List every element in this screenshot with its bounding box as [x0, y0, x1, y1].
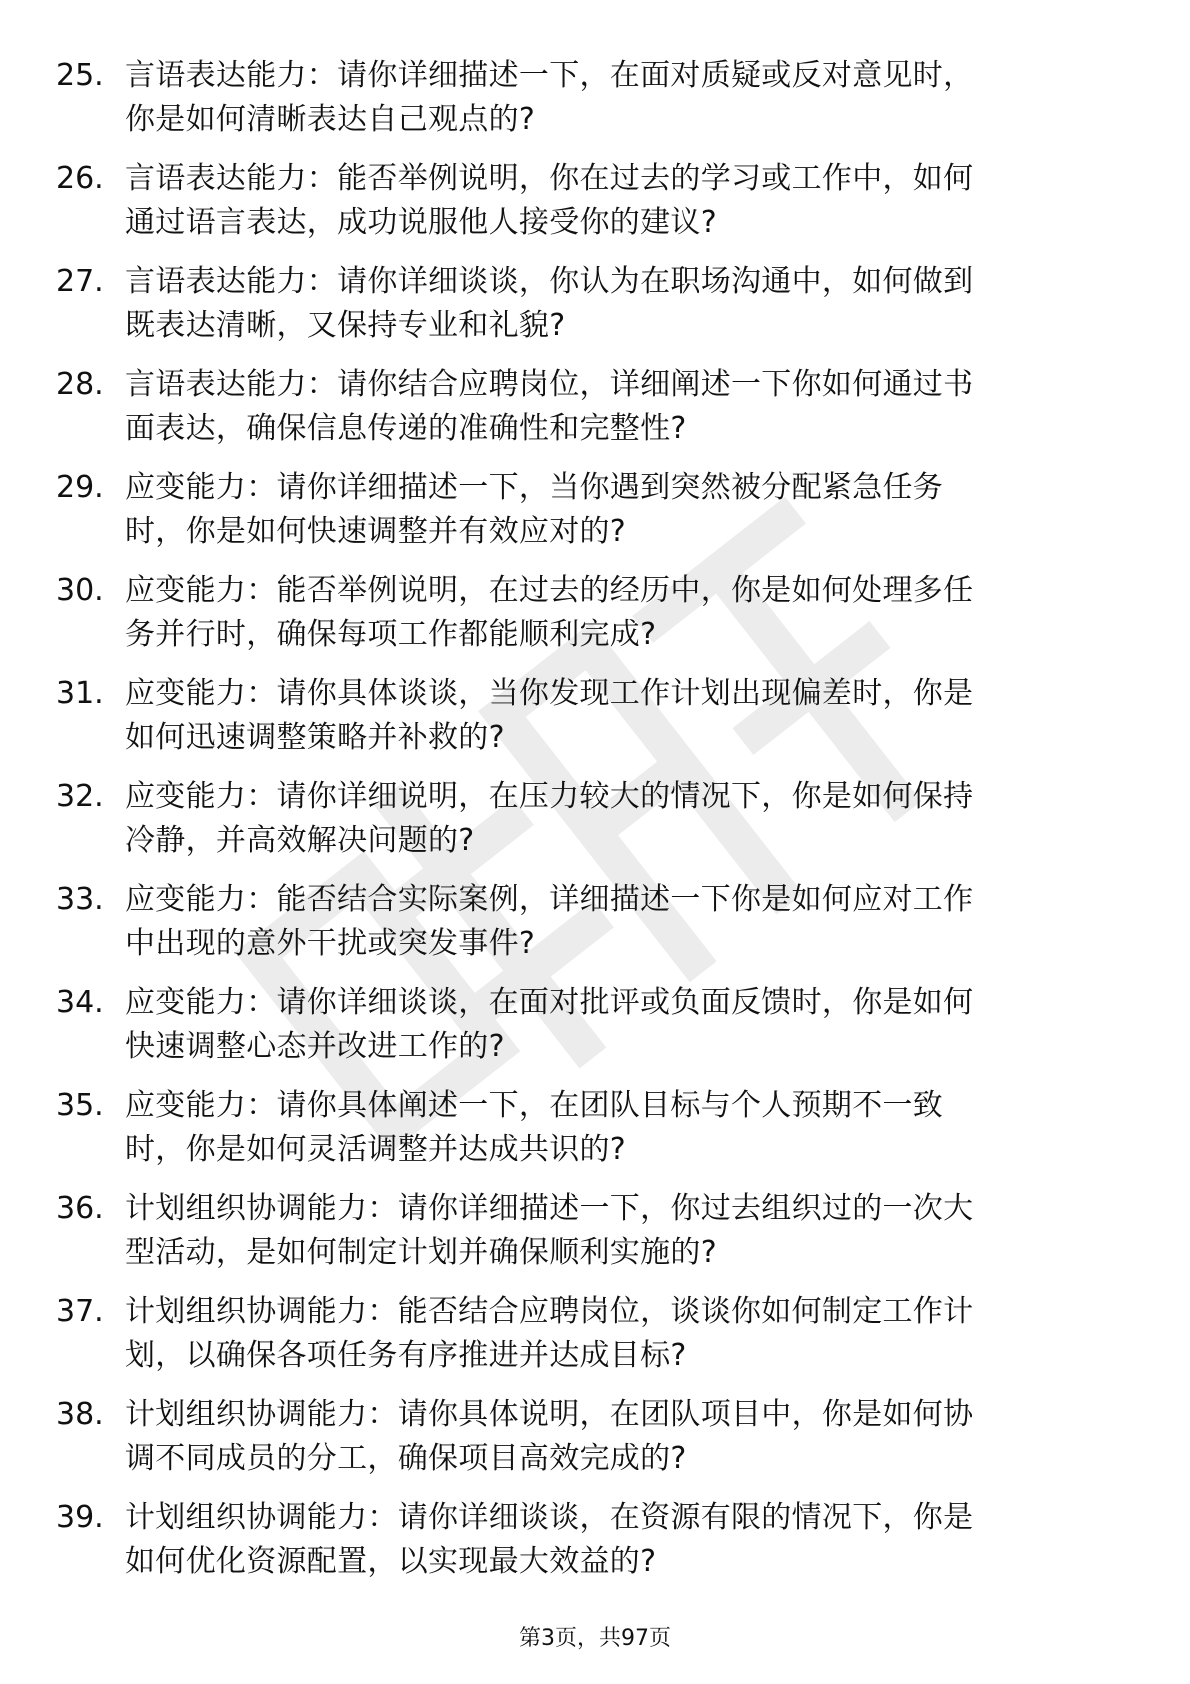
question-item [0, 662, 1190, 765]
question-text-line: 快速调整心态并改进工作的? [125, 1029, 505, 1064]
question-text [125, 1290, 1115, 1378]
page-number: 第3页，共97页 [519, 1626, 671, 1651]
question-text-line: 调不同成员的分工，确保项目高效完成的? [125, 1441, 687, 1476]
question-text [125, 1496, 1115, 1584]
question-text-line: 冷静，并高效解决问题的? [125, 823, 475, 858]
question-text-line: 应变能力：能否结合实际案例，详细描述一下你是如何应对工作 [125, 882, 974, 917]
question-text-line: 应变能力：请你详细谈谈，在面对批评或负面反馈时，你是如何 [125, 985, 974, 1020]
question-item [0, 147, 1190, 250]
question-item [0, 456, 1190, 559]
question-number: 37. [56, 1294, 104, 1329]
question-number: 35. [56, 1088, 104, 1123]
question-number: 33. [56, 882, 104, 917]
question-number: 29. [56, 470, 104, 505]
question-text-line: 你是如何清晰表达自己观点的? [125, 102, 536, 137]
question-item [0, 1177, 1190, 1280]
question-text [125, 672, 1115, 760]
question-text-line: 应变能力：请你具体阐述一下，在团队目标与个人预期不一致 [125, 1088, 944, 1123]
question-text-line: 型活动，是如何制定计划并确保顺利实施的? [125, 1235, 717, 1270]
question-text-line: 既表达清晰，又保持专业和礼貌? [125, 308, 566, 343]
question-item [0, 868, 1190, 971]
question-number: 26. [56, 161, 104, 196]
question-text [125, 878, 1115, 966]
question-item [0, 250, 1190, 353]
question-number: 38. [56, 1397, 104, 1432]
question-text [125, 1393, 1115, 1481]
question-text-line: 应变能力：请你具体谈谈，当你发现工作计划出现偏差时，你是 [125, 676, 974, 711]
question-text-line: 言语表达能力：请你结合应聘岗位，详细阐述一下你如何通过书 [125, 367, 974, 402]
question-text [125, 157, 1115, 245]
question-item [0, 765, 1190, 868]
question-text-line: 言语表达能力：请你详细描述一下，在面对质疑或反对意见时， [125, 58, 974, 93]
question-text-line: 时，你是如何灵活调整并达成共识的? [125, 1132, 627, 1167]
question-text-line: 如何优化资源配置，以实现最大效益的? [125, 1544, 657, 1579]
question-number: 31. [56, 676, 104, 711]
question-text-line: 如何迅速调整策略并补救的? [125, 720, 505, 755]
question-text-line: 言语表达能力：请你详细谈谈，你认为在职场沟通中，如何做到 [125, 264, 974, 299]
question-text-line: 应变能力：请你详细说明，在压力较大的情况下，你是如何保持 [125, 779, 974, 814]
question-item [0, 1280, 1190, 1383]
question-text-line: 计划组织协调能力：请你详细描述一下，你过去组织过的一次大 [125, 1191, 974, 1226]
question-number: 36. [56, 1191, 104, 1226]
question-text [125, 981, 1115, 1069]
question-text [125, 1084, 1115, 1172]
question-text [125, 569, 1115, 657]
question-list [0, 44, 1190, 1589]
question-text-line: 应变能力：能否举例说明，在过去的经历中，你是如何处理多任 [125, 573, 974, 608]
question-number: 30. [56, 573, 104, 608]
question-text-line: 通过语言表达，成功说服他人接受你的建议? [125, 205, 717, 240]
question-text-line: 时，你是如何快速调整并有效应对的? [125, 514, 627, 549]
question-text-line: 计划组织协调能力：请你详细谈谈，在资源有限的情况下，你是 [125, 1500, 974, 1535]
question-number: 32. [56, 779, 104, 814]
question-item [0, 1383, 1190, 1486]
question-text [125, 54, 1115, 142]
question-item [0, 559, 1190, 662]
question-text [125, 260, 1115, 348]
question-number: 34. [56, 985, 104, 1020]
question-text-line: 划，以确保各项任务有序推进并达成目标? [125, 1338, 687, 1373]
question-text-line: 言语表达能力：能否举例说明，你在过去的学习或工作中，如何 [125, 161, 974, 196]
question-text [125, 1187, 1115, 1275]
question-number: 28. [56, 367, 104, 402]
question-item [0, 1074, 1190, 1177]
question-text-line: 应变能力：请你详细描述一下，当你遇到突然被分配紧急任务 [125, 470, 944, 505]
question-number: 39. [56, 1500, 104, 1535]
question-text [125, 363, 1115, 451]
question-item [0, 44, 1190, 147]
question-text [125, 466, 1115, 554]
question-text-line: 计划组织协调能力：能否结合应聘岗位，谈谈你如何制定工作计 [125, 1294, 974, 1329]
question-item [0, 971, 1190, 1074]
question-text-line: 中出现的意外干扰或突发事件? [125, 926, 536, 961]
question-text [125, 775, 1115, 863]
question-text-line: 务并行时，确保每项工作都能顺利完成? [125, 617, 657, 652]
question-text-line: 面表达，确保信息传递的准确性和完整性? [125, 411, 687, 446]
question-text-line: 计划组织协调能力：请你具体说明，在团队项目中，你是如何协 [125, 1397, 974, 1432]
question-number: 27. [56, 264, 104, 299]
question-item [0, 1486, 1190, 1589]
question-item [0, 353, 1190, 456]
question-number: 25. [56, 58, 104, 93]
